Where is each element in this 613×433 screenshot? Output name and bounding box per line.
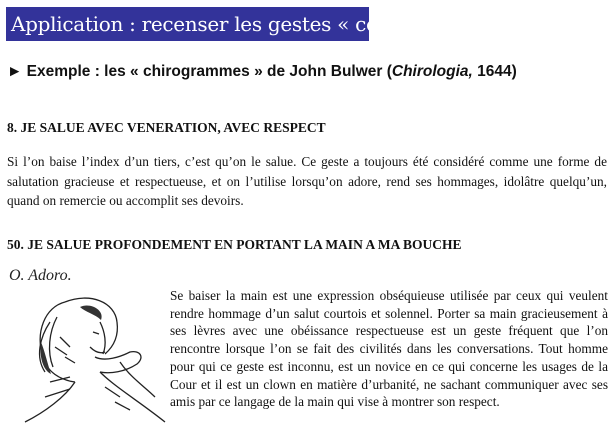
subtitle-text: Exemple : les « chirogrammes » de John Bulwer ( [26, 63, 392, 80]
title-banner: Application : recenser les gestes « courtois » [6, 7, 369, 41]
subtitle-year: 1644) [472, 63, 517, 80]
figure-caption: O. Adoro. [9, 267, 72, 284]
engraving-illustration [5, 262, 167, 428]
man-kissing-hand-engraving [5, 262, 167, 428]
section-8-heading: 8. JE SALUE AVEC VENERATION, AVEC RESPECT [7, 120, 326, 135]
subtitle [7, 63, 517, 81]
book-title: Chirologia, [391, 63, 473, 80]
section-50-heading: 50. JE SALUE PROFONDEMENT EN PORTANT LA MAIN A MA BOUCHE [7, 237, 462, 252]
bullet-icon: ► [7, 63, 23, 80]
section-8-text: Si l’on baise l’index d’un tiers, c’est qu’on le salue. Ce geste a toujours été considéré comme une forme de salutation gracieuse et respectueuse, et on l’utilise lorsqu’on adore, rend ses hommages, idolâtre quelqu’un, quand on remercie ou accomplit ses devoirs. [7, 154, 607, 208]
section-50-text: Se baiser la main est une expression obséquieuse utilisée par ceux qui veulent rendre hommage d’un salut courtois et solennel. Porter sa main gracieusement à ses lèvres avec une obéissance respectueuse est un geste fréquent que l’on rencontre lorsque l’on se fait des civilités dans les conversations. Tout homme pour qui ce geste est inconnu, est un novice en ce qui concerne les usages de la Cour et il est un clown en matière d’urbanité, ne sachant communiquer avec ses amis par ce langage de la main qui vise à montrer son respect. [170, 288, 608, 410]
